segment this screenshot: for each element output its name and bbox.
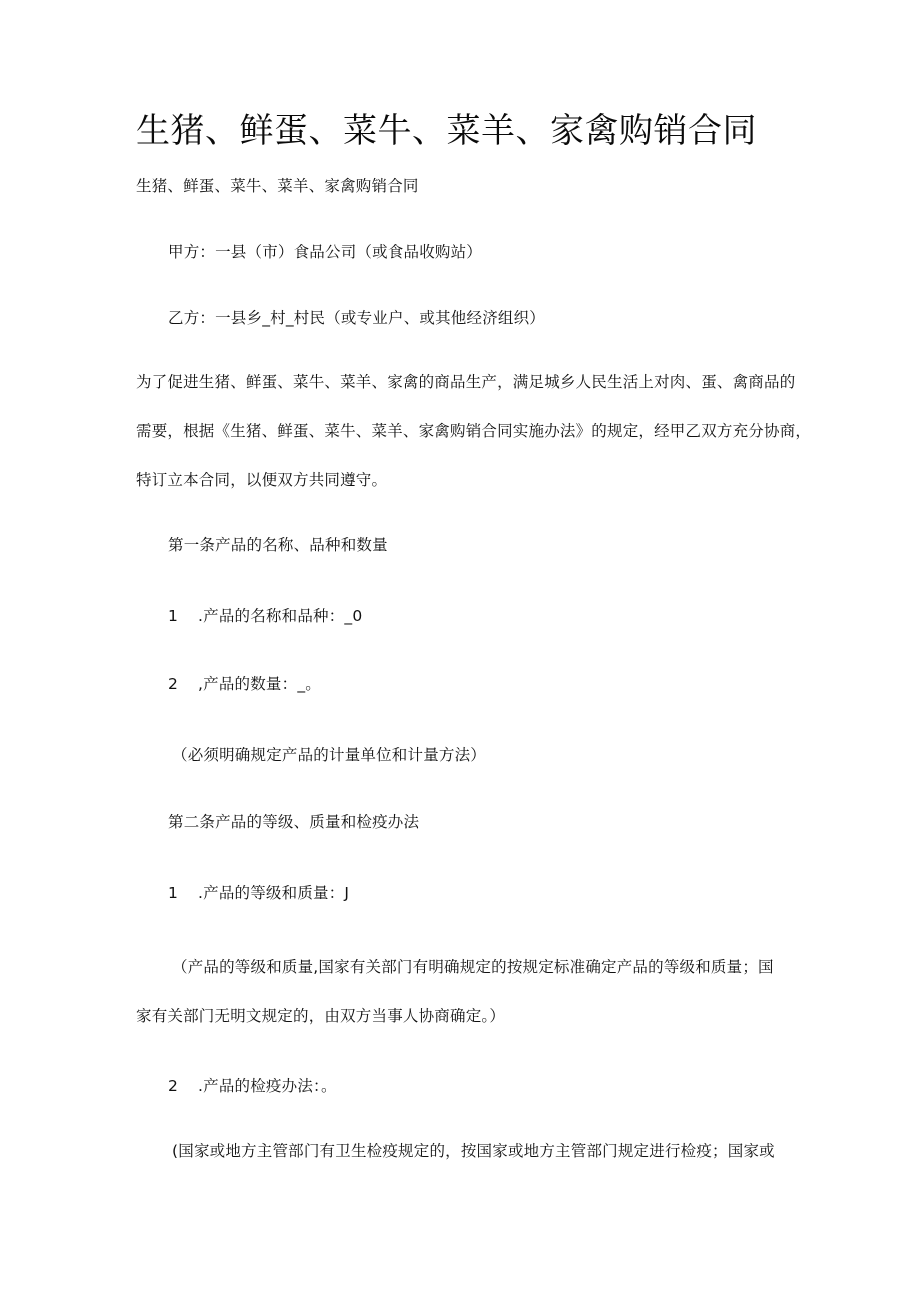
item-text: .产品的检疫办法：。 [198,1077,337,1095]
document-title: 生猪、鲜蛋、菜牛、菜羊、家禽购销合同 [136,111,757,151]
article-2-note-1-line-2: 家有关部门无明文规定的，由双方当事人协商确定。） [136,1007,506,1025]
item-number: 1 [168,607,179,625]
item-text: .产品的名称和品种：_0 [198,607,363,625]
item-number: 1 [168,884,179,902]
preamble-line-2: 需要，根据《生猪、鲜蛋、菜牛、菜羊、家禽购销合同实施办法》的规定，经甲乙双方充分协商， [136,422,812,440]
preamble-line-1: 为了促进生猪、鲜蛋、菜牛、菜羊、家禽的商品生产，满足城乡人民生活上对肉、蛋、禽商品的 [136,373,796,391]
item-text: .产品的等级和质量：J [198,884,350,902]
article-2-item-2 [168,1076,337,1096]
item-number: 2 [168,1077,179,1095]
document-subtitle: 生猪、鲜蛋、菜牛、菜羊、家禽购销合同 [136,177,419,195]
article-2-heading: 第二条产品的等级、质量和检疫办法 [168,813,420,831]
article-1-item-1 [168,606,362,626]
item-text: ,产品的数量：_。 [198,675,321,693]
article-2-item-1 [168,883,349,903]
preamble-line-3: 特订立本合同，以便双方共同遵守。 [136,471,388,489]
party-a: 甲方：一县（市）食品公司（或食品收购站） [168,243,483,261]
item-number: 2 [168,675,179,693]
article-2-note-2: (国家或地方主管部门有卫生检疫规定的，按国家或地方主管部门规定进行检疫；国家或 [172,1142,775,1160]
article-1-item-2 [168,674,321,694]
party-b: 乙方：一县乡_村_村民（或专业户、或其他经济组织） [168,309,546,327]
article-2-note-1-line-1: （产品的等级和质量,国家有关部门有明确规定的按规定标准确定产品的等级和质量；国 [172,958,774,976]
article-1-heading: 第一条产品的名称、品种和数量 [168,536,388,554]
article-1-note: （必须明确规定产品的计量单位和计量方法） [172,746,487,764]
